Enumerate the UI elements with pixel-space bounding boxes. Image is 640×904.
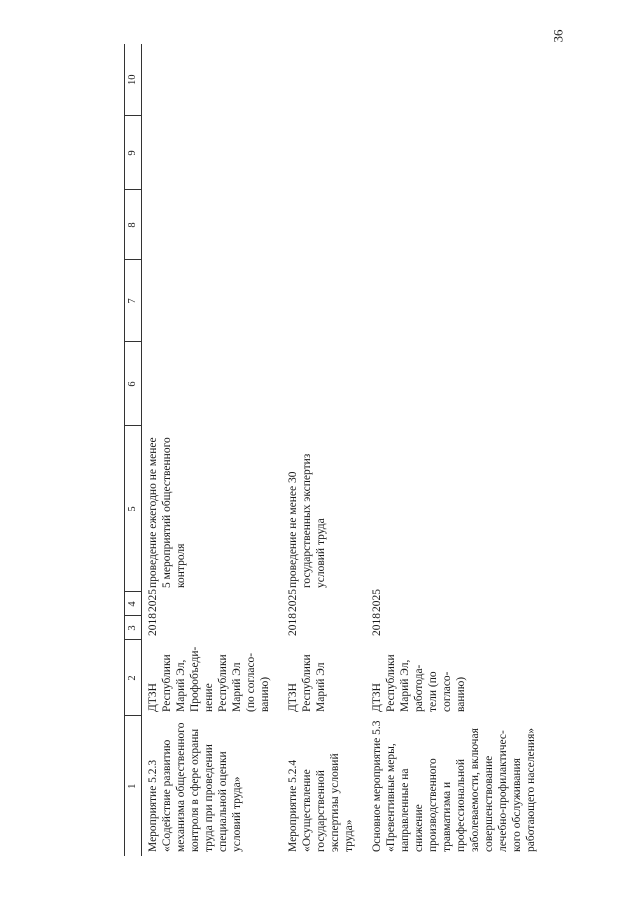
table-cell — [142, 44, 283, 116]
table-cell — [282, 190, 366, 260]
expected-result-cell: проведение не менее 30 государственных экспертиз условий труда — [287, 453, 328, 588]
table-cell — [366, 116, 548, 190]
page-number: 36 — [550, 29, 566, 43]
end-year-cell: 2025 — [287, 589, 300, 612]
program-measures-table — [124, 44, 548, 856]
table-cell — [142, 190, 283, 260]
column-header: 4 — [125, 592, 142, 616]
table-cell — [282, 260, 366, 342]
column-header: 9 — [125, 116, 142, 190]
executor-cell: ДТЗН Республики Марий Эл, работода-тели (по согласо-ванию) — [371, 654, 468, 712]
column-header: 8 — [125, 190, 142, 260]
table-cell — [366, 44, 548, 116]
end-year-cell: 2025 — [371, 589, 384, 612]
executor-cell: ДТЗН Республики Марий Эл — [287, 654, 328, 712]
table-cell — [142, 116, 283, 190]
column-header: 1 — [125, 716, 142, 856]
table-cell — [142, 260, 283, 342]
column-header: 10 — [125, 44, 142, 116]
table-row — [366, 44, 548, 856]
start-year-cell: 2018 — [287, 613, 300, 636]
column-header: 3 — [125, 616, 142, 640]
table-cell — [366, 260, 548, 342]
table-cell — [366, 342, 548, 426]
table-cell — [366, 190, 548, 260]
table-cell — [282, 116, 366, 190]
table-cell — [282, 44, 366, 116]
table-row — [142, 44, 283, 856]
measure-name-cell: Основное мероприятие 5.3 «Превентивные меры, направленные на снижение производственного травматизма и профессиональной заболеваемости, включая совершенствование лечебно-профилактичес-кого обслуживания работающего населения» — [371, 720, 538, 852]
expected-result-cell: проведение ежегодно не менее 5 мероприятий общественного контроля — [147, 437, 188, 588]
table-header-row — [125, 44, 142, 856]
start-year-cell: 2018 — [371, 613, 384, 636]
executor-cell: ДТЗН Республики Марий Эл, Профобъеди-нение Республики Марий Эл (по согласо-ванию) — [147, 646, 272, 712]
column-header: 6 — [125, 342, 142, 426]
table-row — [282, 44, 366, 856]
table-cell — [142, 342, 283, 426]
table-cell — [282, 342, 366, 426]
end-year-cell: 2025 — [147, 589, 159, 612]
column-header: 5 — [125, 426, 142, 592]
start-year-cell: 2018 — [147, 613, 159, 636]
measure-name-cell: Мероприятие 5.2.3 «Содействие развитию механизма общественного контроля в сфере охраны труда при проведении специальной оценки условий труда» — [147, 722, 244, 852]
measure-name-cell: Мероприятие 5.2.4 «Осуществление государственной экспертизы условий труда» — [287, 753, 356, 852]
column-header: 7 — [125, 260, 142, 342]
column-header: 2 — [125, 640, 142, 716]
expected-result-cell — [366, 426, 548, 592]
rotated-table-sheet — [124, 44, 640, 856]
